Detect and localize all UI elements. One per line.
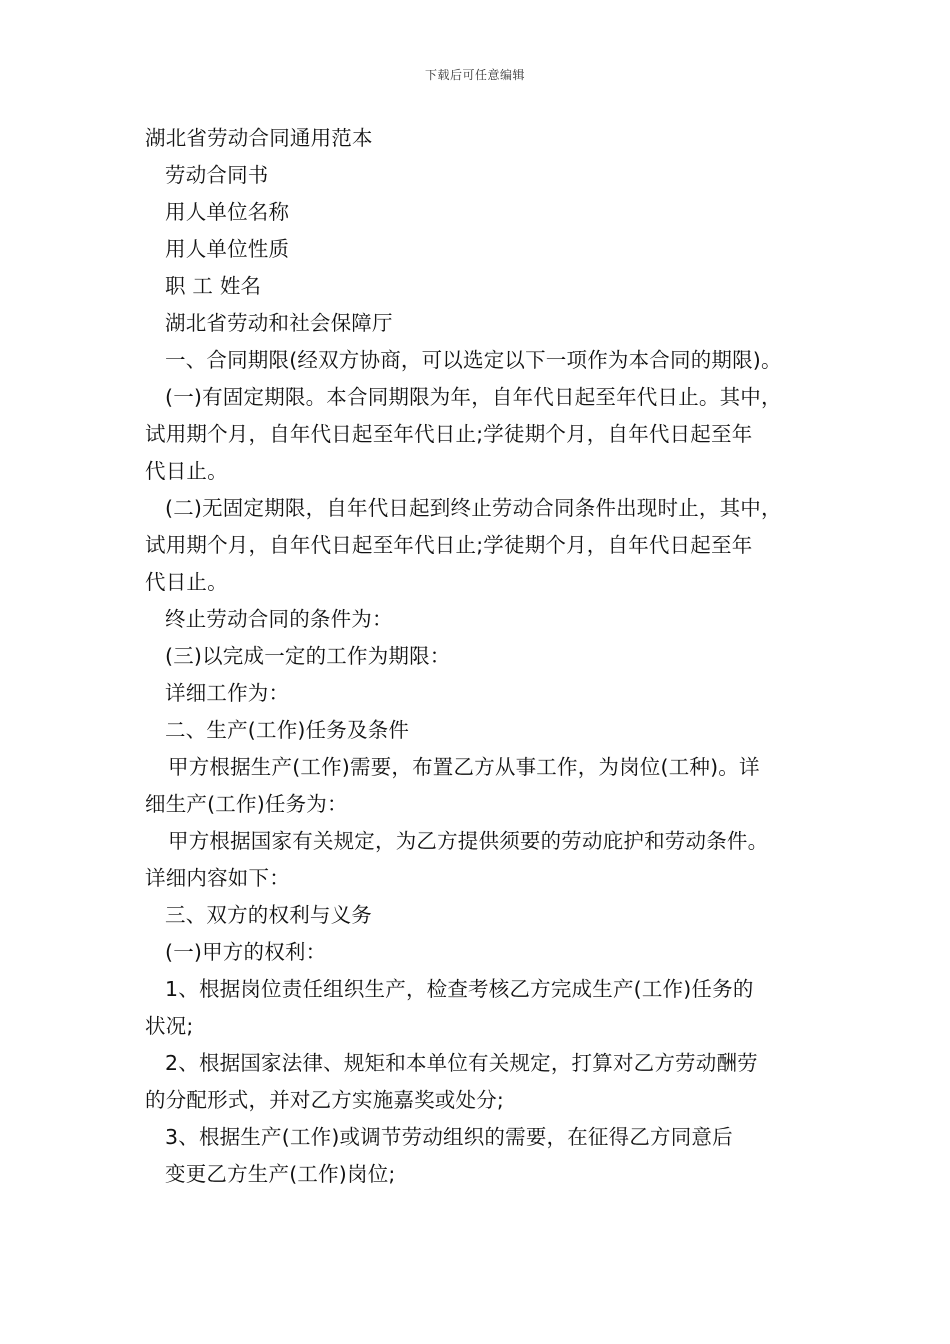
paragraph-line: 变更乙方生产(工作)岗位; bbox=[165, 1162, 396, 1186]
employee-name-label: 职 工 姓名 bbox=[165, 274, 262, 298]
paragraph-line: 一、合同期限(经双方协商，可以选定以下一项作为本合同的期限)。 bbox=[165, 348, 782, 372]
document-body bbox=[145, 120, 817, 1193]
paragraph-line: 终止劳动合同的条件为： bbox=[165, 607, 393, 631]
paragraph-line: 的分配形式，并对乙方实施嘉奖或处分; bbox=[145, 1088, 505, 1112]
cover-heading: 劳动合同书 bbox=[165, 163, 269, 187]
paragraph-line: 细生产(工作)任务为： bbox=[145, 792, 348, 816]
employer-name-label: 用人单位名称 bbox=[165, 200, 290, 224]
paragraph-line: (二)无固定期限，自年代日起到终止劳动合同条件出现时止，其中， bbox=[165, 496, 782, 520]
paragraph-line: 试用期个月，自年代日起至年代日止;学徒期个月，自年代日起至年 bbox=[145, 422, 753, 446]
section-heading: 二、生产(工作)任务及条件 bbox=[165, 718, 410, 742]
paragraph-line: (一)有固定期限。本合同期限为年，自年代日起至年代日止。其中， bbox=[165, 385, 782, 409]
paragraph-line: 详细工作为： bbox=[165, 681, 290, 705]
section-heading: 三、双方的权利与义务 bbox=[165, 903, 372, 927]
paragraph-line: 详细内容如下： bbox=[145, 866, 290, 890]
paragraph-line: 状况; bbox=[145, 1014, 194, 1038]
employer-type-label: 用人单位性质 bbox=[165, 237, 290, 261]
paragraph-line: 甲方根据生产(工作)需要，布置乙方从事工作，为岗位(工种)。详 bbox=[168, 755, 760, 779]
paragraph-line: (一)甲方的权利： bbox=[165, 940, 327, 964]
paragraph-line: 代日止。 bbox=[145, 570, 228, 594]
paragraph-line: 试用期个月，自年代日起至年代日止;学徒期个月，自年代日起至年 bbox=[145, 533, 753, 557]
paragraph-line: 1、根据岗位责任组织生产，检查考核乙方完成生产(工作)任务的 bbox=[165, 977, 754, 1001]
paragraph-line: 代日止。 bbox=[145, 459, 228, 483]
document-title: 湖北省劳动合同通用范本 bbox=[145, 126, 373, 150]
paragraph-line: 3、根据生产(工作)或调节劳动组织的需要，在征得乙方同意后 bbox=[165, 1125, 733, 1149]
paragraph-line: 甲方根据国家有关规定，为乙方提供须要的劳动庇护和劳动条件。 bbox=[168, 829, 769, 853]
paragraph-line: (三)以完成一定的工作为期限： bbox=[165, 644, 451, 668]
paragraph-line: 2、根据国家法律、规矩和本单位有关规定，打算对乙方劳动酬劳 bbox=[165, 1051, 758, 1075]
header-note: 下载后可任意编辑 bbox=[424, 68, 525, 82]
issuer: 湖北省劳动和社会保障厅 bbox=[165, 311, 393, 335]
